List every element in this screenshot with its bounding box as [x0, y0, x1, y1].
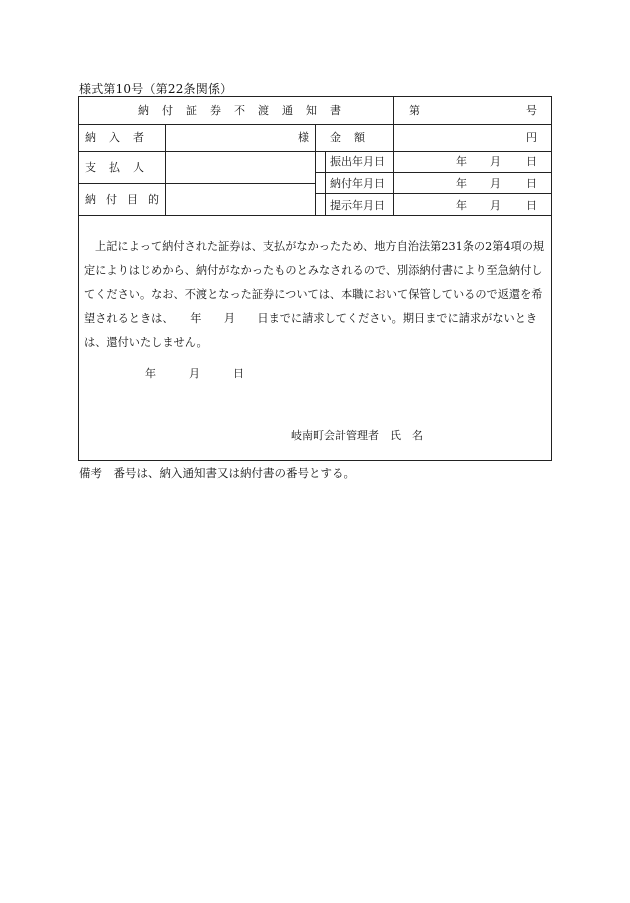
payer-honorific: 様 [298, 131, 309, 144]
drawer-label: 支払人 [85, 161, 157, 174]
issue-year: 年 [456, 155, 467, 168]
number-prefix: 第 [409, 104, 420, 117]
form-caption: 様式第10号（第22条関係） [79, 82, 233, 96]
purpose-label: 納付目的 [85, 193, 169, 206]
grid-line [325, 151, 326, 215]
payer-label: 納入者 [85, 131, 157, 144]
issue-month: 月 [490, 155, 501, 168]
grid-line [315, 172, 551, 173]
signature-line: 岐南町会計管理者 氏 名 [291, 429, 423, 442]
issue-date-label: 振出年月日 [330, 155, 385, 168]
payment-date-label: 納付年月日 [330, 177, 385, 190]
presentation-day: 日 [526, 199, 537, 212]
grid-line [393, 97, 394, 215]
issue-day: 日 [526, 155, 537, 168]
payment-day: 日 [526, 177, 537, 190]
grid-line [315, 124, 316, 215]
form-title: 納付証券不渡通知書 [138, 104, 354, 117]
number-suffix: 号 [526, 104, 537, 117]
grid-line [315, 193, 551, 194]
grid-line [79, 183, 315, 184]
notice-date-line: 年 月 日 [145, 367, 244, 380]
notice-paragraph: 上記によって納付された証券は、支払がなかったため、地方自治法第231条の2第4項の規定によりはじめから、納付がなかったものとみなされるので、別添納付書により至急納付してください。なお、不渡となった証券については、本職において保管しているので返還を希望されるときは、 年 月 日までに請求してください。期日までに請求がないときは、還付いたしません。 [84, 240, 545, 349]
grid-line [79, 215, 551, 216]
amount-label: 金額 [330, 131, 378, 144]
presentation-date-label: 提示年月日 [330, 199, 385, 212]
payment-month: 月 [490, 177, 501, 190]
notice-form [78, 96, 552, 461]
remarks-note: 備考 番号は、納入通知書又は納付書の番号とする。 [79, 466, 355, 480]
payment-year: 年 [456, 177, 467, 190]
presentation-year: 年 [456, 199, 467, 212]
amount-unit: 円 [526, 131, 537, 144]
presentation-month: 月 [490, 199, 501, 212]
notice-body [84, 235, 550, 355]
